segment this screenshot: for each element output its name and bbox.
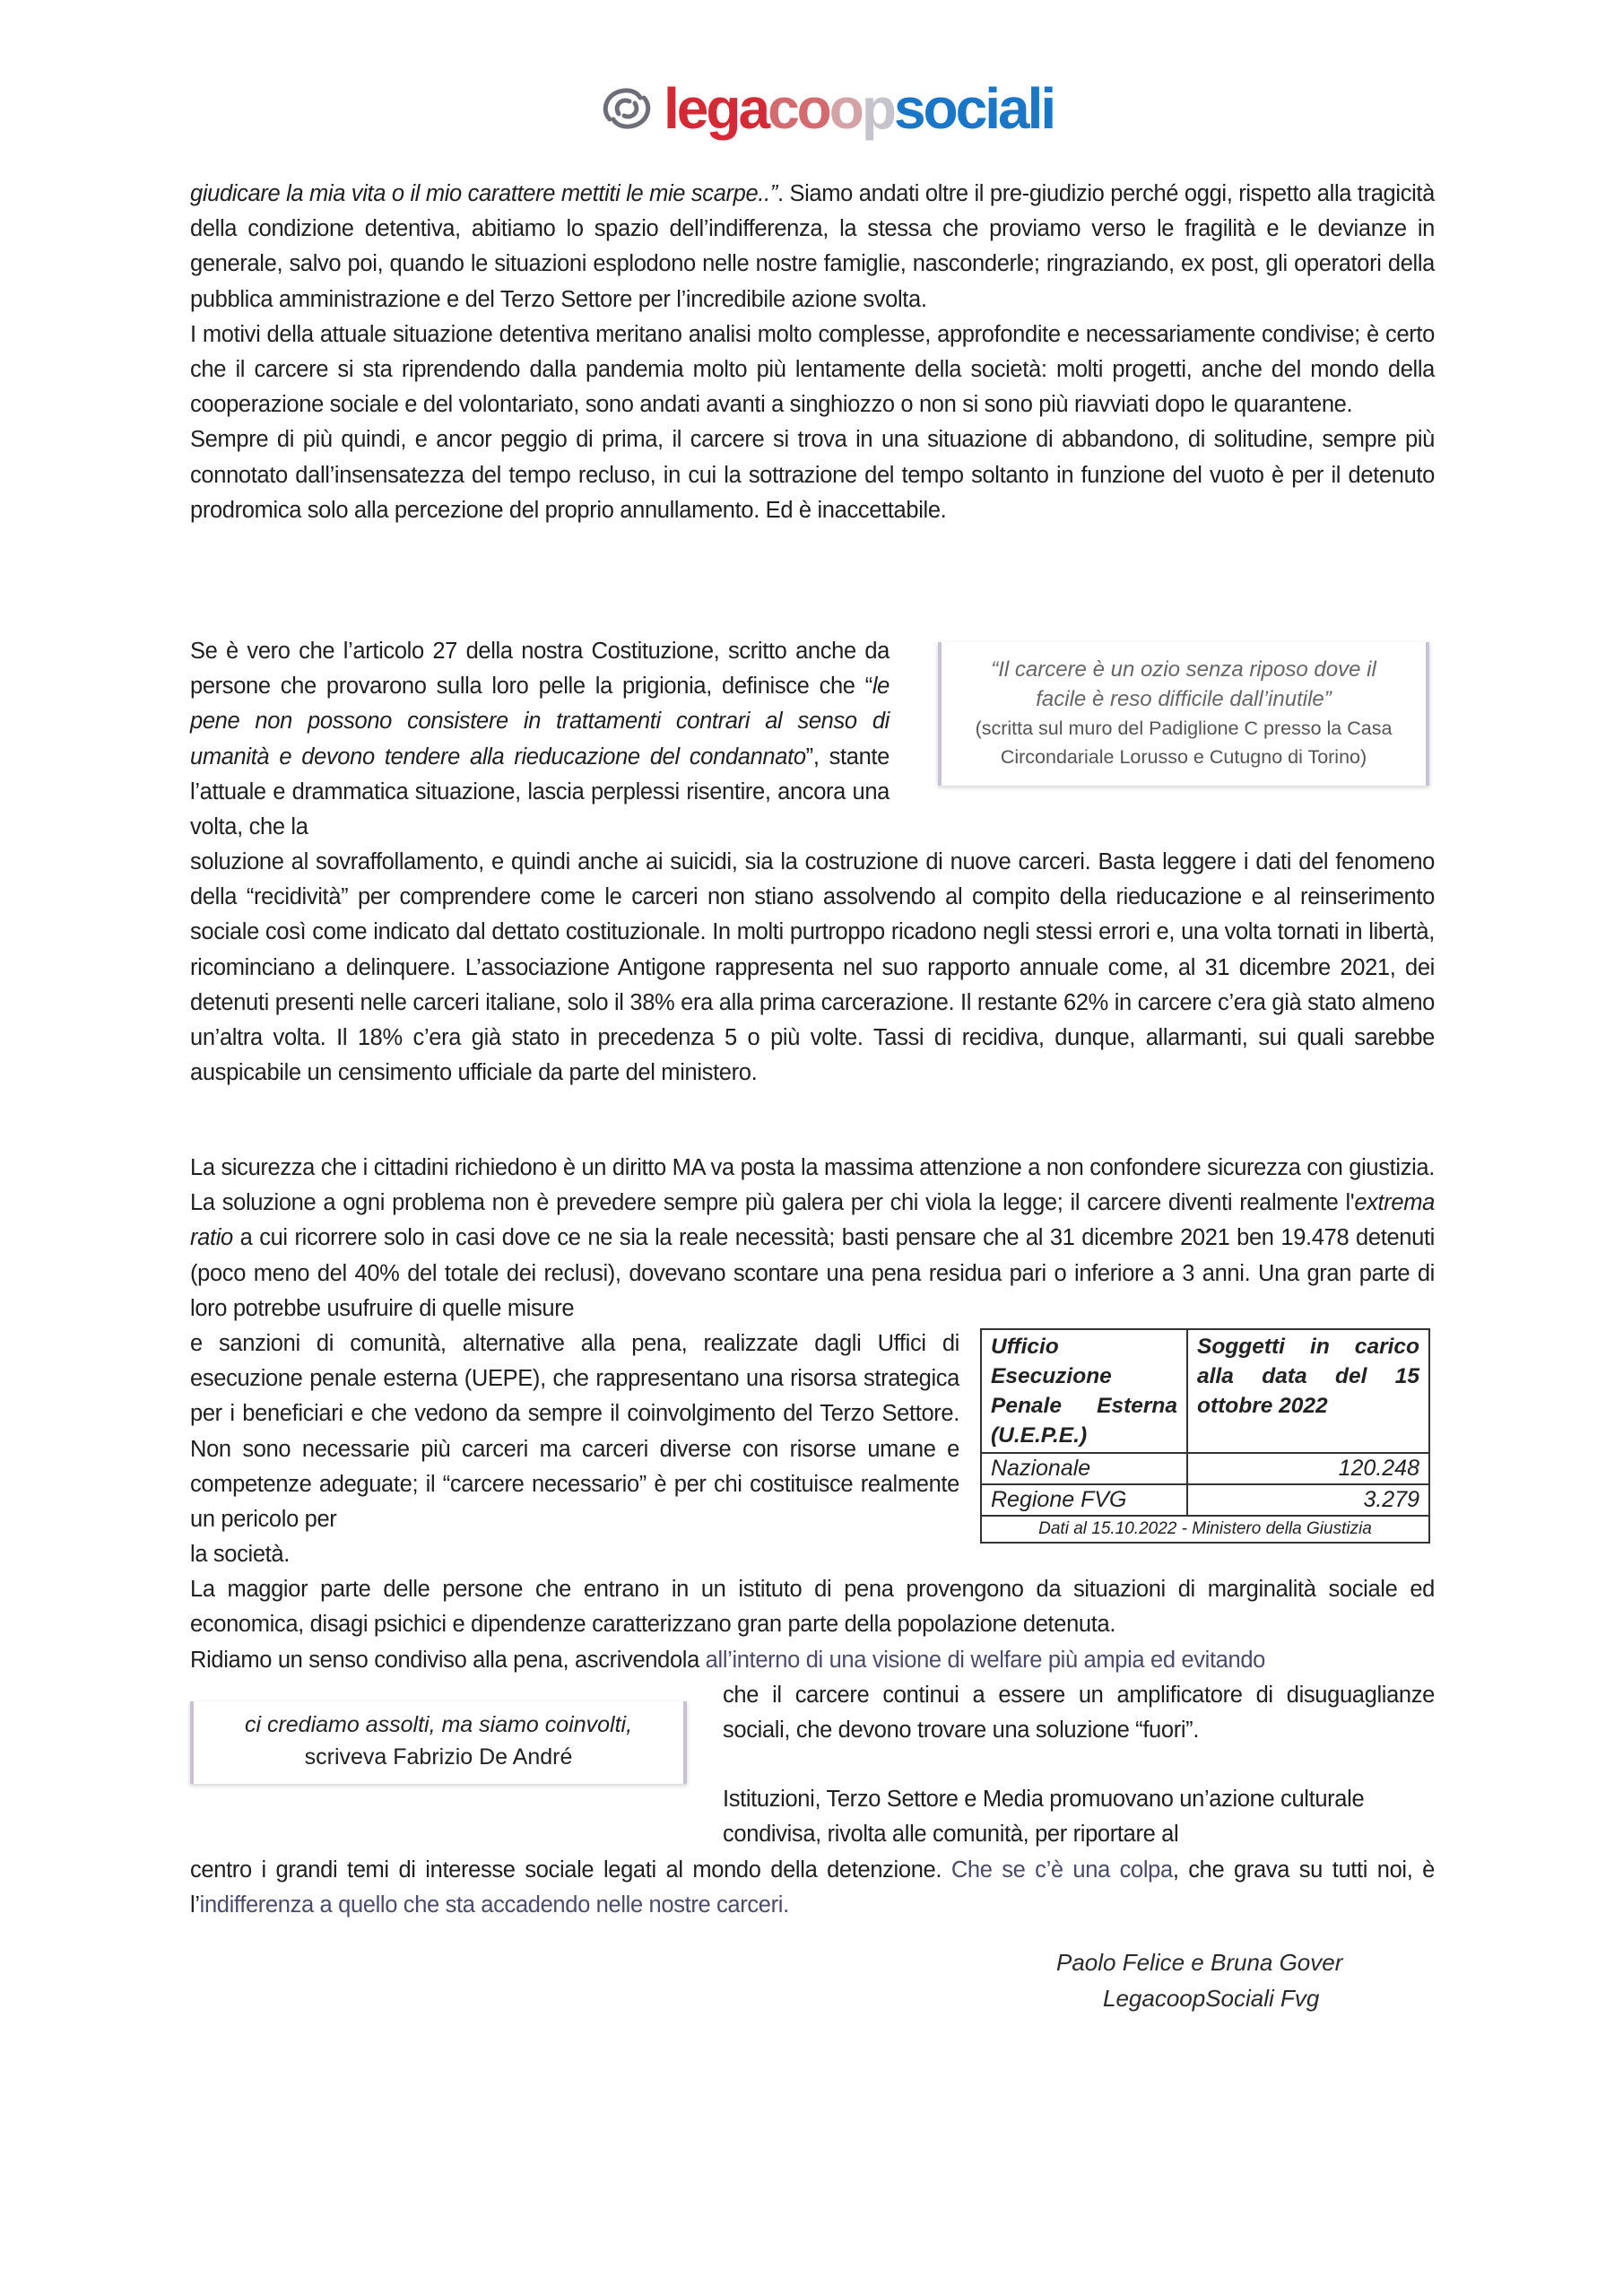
paragraph-6: La maggior parte delle persone che entrano in un istituto di pena provengono da situazioni di marginalità sociale ed economica, disagi psichici e dipendenze caratterizzano gran parte della popolazione detenuta. — [190, 1577, 1435, 1638]
logo-wordmark: legacoopsociali — [664, 76, 1055, 141]
table-header-subjects: Soggetti in carico alla data del 15 ottobre 2022 — [1187, 1329, 1429, 1453]
paragraph-3: Sempre di più quindi, e ancor peggio di prima, il carcere si trova in una situazione di abbandono, di solitudine, sempre più connotato dall’insensatezza del tempo recluso, in cui la sottrazione del tempo soltanto in funzione del vuoto è per il detenuto prodromica solo alla percezione del proprio annullamento. Ed è inaccettabile. — [190, 427, 1435, 523]
table-cell-label: Nazionale — [981, 1453, 1187, 1484]
table-footnote: Dati al 15.10.2022 - Ministero della Giustizia — [981, 1516, 1429, 1543]
deandre-quote-box — [190, 1701, 687, 1784]
wall-quote-box — [938, 642, 1429, 786]
paragraph-4-continued: soluzione al sovraffollamento, e quindi anche ai suicidi, sia la costruzione di nuove carceri. Basta leggere i dati del fenomeno della “recidività” per comprendere come le carceri non stiano assolvendo al compito della rieducazione e al reinserimento sociale così come indicato dal dettato costituzionale. In molti purtroppo ricadono negli stessi errori e, una volta tornati in libertà, ricominciano a delinquere. L’associazione Antigone rappresenta nel suo rapporto annuale come, al 31 dicembre 2021, dei detenuti presenti nelle carceri italiane, solo il 38% era alla prima carcerazione. Il restante 62% in carcere c’era già stato almeno un’altra volta. Il 18% c’era già stato in precedenza 5 o più volte. Tassi di recidiva, dunque, allarmanti, sui quali sarebbe auspicabile un censimento ufficiale da parte del ministero. — [190, 849, 1435, 1086]
table-row — [981, 1484, 1429, 1516]
legacoopsociali-logo — [599, 77, 1054, 140]
paragraph-7-right: che il carcere continui a essere un amplificatore di disuguaglianze sociali, che devono trovare una soluzione “fuori”. — [723, 1683, 1435, 1744]
legacoop-swirl-icon — [599, 83, 655, 134]
paragraph-5-end: la società. — [190, 1542, 290, 1567]
wall-quote: “Il carcere è un ozio senza riposo dove il facile è reso difficile dall’inutile” — [991, 657, 1376, 711]
paragraph-8-right: Istituzioni, Terzo Settore e Media promuovano un’azione culturale condivisa, rivolta alle comunità, per riportare al — [723, 1787, 1365, 1848]
table-cell-value: 120.248 — [1187, 1453, 1429, 1484]
paragraph-7-start: Ridiamo un senso condiviso alla pena, ascrivendola all’interno di una visione di welfare più ampia ed evitando — [190, 1647, 1266, 1673]
wall-quote-source: (scritta sul muro del Padiglione C presso la Casa Circondariale Lorusso e Cutugno di Torino) — [975, 718, 1393, 768]
table-header-office: Ufficio Esecuzione Penale Esterna (U.E.P.E.) — [981, 1329, 1187, 1453]
paragraph-1: giudicare la mia vita o il mio carattere mettiti le mie scarpe..”. Siamo andati oltre il pre-giudizio perché oggi, rispetto alla tragicità della condizione detentiva, abitiamo lo spazio dell’indifferenza, la stessa che proviamo verso le fragilità e le devianze in generale, salvo poi, quando le situazioni esplodono nelle nostre famiglie, nasconderle; ringraziando, ex post, gli operatori della pubblica amministrazione e del Terzo Settore per l’incredibile azione svolta. — [190, 181, 1435, 312]
paragraph-4-narrow: Se è vero che l’articolo 27 della nostra Costituzione, scritto anche da persone che provarono sulla loro pelle la prigionia, definisce che “le pene non possono consistere in trattamenti contrari al senso di umanità e devono tendere alla rieducazione del condannato”, stante l’attuale e drammatica situazione, lascia perplessi risentire, ancora una volta, che la — [190, 639, 890, 840]
deandre-attribution: scriveva Fabrizio De André — [304, 1744, 573, 1770]
signature — [1056, 1944, 1342, 2016]
article-intro — [190, 177, 1435, 528]
deandre-quote: ci crediamo assolti, ma siamo coinvolti, — [244, 1712, 633, 1737]
paragraph-5-narrow: e sanzioni di comunità, alternative alla pena, realizzate dagli Uffici di esecuzione penale esterna (UEPE), che rappresentano una risorsa strategica per i beneficiari e che vedono da sempre il coinvolgimento del Terzo Settore. Non sono necessarie più carceri ma carceri diverse con risorse umane e competenze adeguate; il “carcere necessario” è per chi costituisce realmente un pericolo per — [190, 1331, 959, 1533]
table-cell-value: 3.279 — [1187, 1484, 1429, 1516]
signature-authors: Paolo Felice e Bruna Gover — [1056, 1949, 1343, 1976]
table-row — [981, 1453, 1429, 1484]
uepe-table — [980, 1328, 1430, 1544]
paragraph-5: La sicurezza che i cittadini richiedono è un diritto MA va posta la massima attenzione a non confondere sicurezza con giustizia. La soluzione a ogni problema non è prevedere sempre più galera per chi viola la legge; il carcere diventi realmente l'extrema ratio a cui ricorrere solo in casi dove ce ne sia la reale necessità; basti pensare che al 31 dicembre 2021 ben 19.478 detenuti (poco meno del 40% del totale dei reclusi), dovevano scontare una pena residua pari o inferiore a 3 anni. Una gran parte di loro potrebbe usufruire di quelle misure — [190, 1155, 1435, 1321]
signature-organization: LegacoopSociali Fvg — [1103, 1985, 1320, 2012]
table-header-row — [981, 1329, 1429, 1453]
paragraph-2: I motivi della attuale situazione detentiva meritano analisi molto complesse, approfondite e necessariamente condivise; è certo che il carcere si sta riprendendo dalla pandemia molto più lentamente della società: molti progetti, anche del mondo della cooperazione sociale e del volontariato, sono andati avanti a singhiozzo o non si sono più riavviati dopo le quarantene. — [190, 321, 1435, 418]
paragraph-8-full: centro i grandi temi di interesse sociale legati al mondo della detenzione. Che se c’è una colpa, che grava su tutti noi, è l’indifferenza a quello che sta accadendo nelle nostre carceri. — [190, 1857, 1436, 1918]
article-middle — [190, 1537, 1435, 1678]
table-cell-label: Regione FVG — [981, 1484, 1187, 1516]
